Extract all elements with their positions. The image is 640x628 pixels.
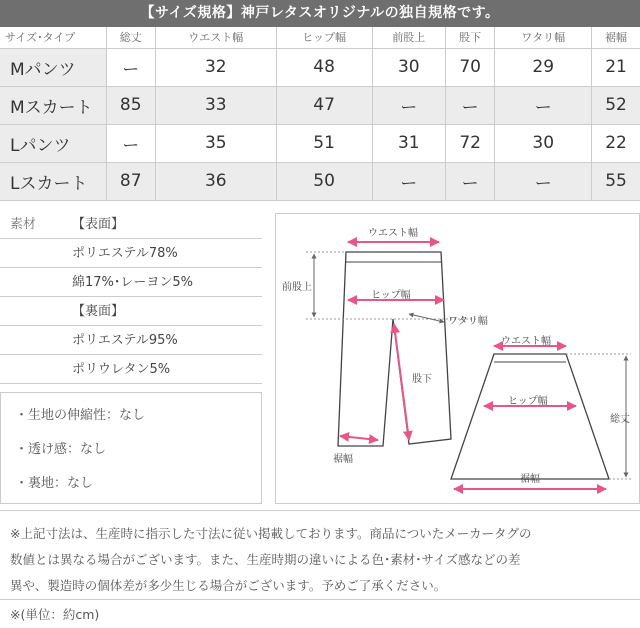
note-line: 異や、製造時の個体差が多少生じる場合がございます。予めご了承ください。 — [10, 578, 447, 593]
table-cell: 70 — [445, 48, 495, 86]
header-front-rise: 前股上 — [372, 27, 445, 48]
materials-list — [0, 210, 262, 384]
header-waist: ウエスト幅 — [156, 27, 277, 48]
table-cell: ー — [495, 162, 592, 200]
table-cell: 87 — [106, 162, 156, 200]
lining-property: ・裏地：なし — [15, 476, 94, 491]
material-line — [0, 239, 262, 268]
size-table — [0, 27, 640, 201]
pants-waist-label: ウエスト幅 — [368, 228, 418, 239]
material-line — [0, 355, 262, 384]
thigh-label: ワタリ幅 — [448, 316, 488, 327]
table-cell: 51 — [276, 124, 372, 162]
material-line — [0, 326, 262, 355]
row-label: Mパンツ — [0, 48, 106, 86]
table-row — [0, 48, 640, 86]
note-line: ※上記寸法は、生産時に指示した寸法に従い掲載しております。商品についたメーカータグの — [10, 526, 532, 541]
table-row — [0, 86, 640, 124]
row-label: Lパンツ — [0, 124, 106, 162]
pants-hem-arrow — [340, 436, 378, 440]
table-header-row — [0, 27, 640, 48]
table-cell: ー — [372, 162, 445, 200]
measurement-diagram — [275, 213, 640, 504]
table-cell: 30 — [372, 48, 445, 86]
table-cell: ー — [106, 48, 156, 86]
material-text: 綿17%･レーヨン5% — [72, 275, 194, 290]
row-label: Mスカート — [0, 86, 106, 124]
header-hip: ヒップ幅 — [276, 27, 372, 48]
fabric-properties — [0, 392, 262, 504]
material-text: ポリウレタン5% — [72, 362, 171, 377]
size-spec-banner: 【サイズ規格】神戸レタスオリジナルの独自規格です。 — [0, 0, 640, 27]
table-cell: 35 — [156, 124, 277, 162]
table-cell: ー — [372, 86, 445, 124]
row-label: Lスカート — [0, 162, 106, 200]
material-line — [0, 297, 262, 326]
table-cell: ー — [445, 162, 495, 200]
table-cell: 33 — [156, 86, 277, 124]
pants-hem-label: 裾幅 — [333, 454, 353, 465]
stretch-property: ・生地の伸縮性：なし — [15, 408, 146, 423]
table-cell: ー — [106, 124, 156, 162]
table-cell: 52 — [592, 86, 640, 124]
pants-outline — [338, 252, 451, 446]
measurement-diagram-svg — [276, 214, 640, 505]
header-total-length: 総丈 — [106, 27, 156, 48]
table-row — [0, 124, 640, 162]
header-inseam: 股下 — [445, 27, 495, 48]
table-row — [0, 162, 640, 200]
table-cell: 32 — [156, 48, 277, 86]
inseam-label: 股下 — [412, 374, 432, 385]
table-cell: 21 — [592, 48, 640, 86]
table-cell: 48 — [276, 48, 372, 86]
header-hem: 裾幅 — [592, 27, 640, 48]
material-text: 【表面】 — [72, 217, 125, 232]
table-cell: 22 — [592, 124, 640, 162]
table-cell: ー — [495, 86, 592, 124]
skirt-outline — [451, 354, 609, 479]
inseam-arrow — [394, 324, 409, 440]
table-cell: 50 — [276, 162, 372, 200]
table-cell: 36 — [156, 162, 277, 200]
material-text: 【裏面】 — [72, 304, 125, 319]
table-cell: ー — [445, 86, 495, 124]
table-cell: 31 — [372, 124, 445, 162]
skirt-waist-label: ウエスト幅 — [501, 336, 551, 347]
table-cell: 47 — [276, 86, 372, 124]
header-thigh: ワタリ幅 — [495, 27, 592, 48]
table-cell: 30 — [495, 124, 592, 162]
material-line — [0, 268, 262, 297]
header-size-type: サイズ･タイプ — [5, 31, 76, 45]
material-text: ポリエステル95% — [72, 333, 178, 348]
skirt-hip-label: ヒップ幅 — [508, 396, 548, 407]
material-line — [0, 210, 262, 239]
note-line: 数値とは異なる場合がございます。また、生産時期の違いによる色･素材･サイズ感などの差 — [10, 552, 521, 567]
front-rise-label: 前股上 — [282, 282, 312, 293]
table-cell: 72 — [445, 124, 495, 162]
skirt-hem-label: 裾幅 — [520, 474, 540, 485]
pants-hip-label: ヒップ幅 — [371, 290, 411, 301]
materials-label: 素材 — [10, 217, 37, 232]
skirt-length-label: 総丈 — [610, 414, 630, 425]
unit-note: ※(単位：約cm) — [10, 607, 100, 622]
table-cell: 85 — [106, 86, 156, 124]
thigh-arrow — [409, 314, 444, 322]
material-text: ポリエステル78% — [72, 246, 178, 261]
table-cell: 55 — [592, 162, 640, 200]
sheerness-property: ・透け感：なし — [15, 442, 107, 457]
table-cell: 29 — [495, 48, 592, 86]
disclaimer-notes — [0, 510, 640, 600]
